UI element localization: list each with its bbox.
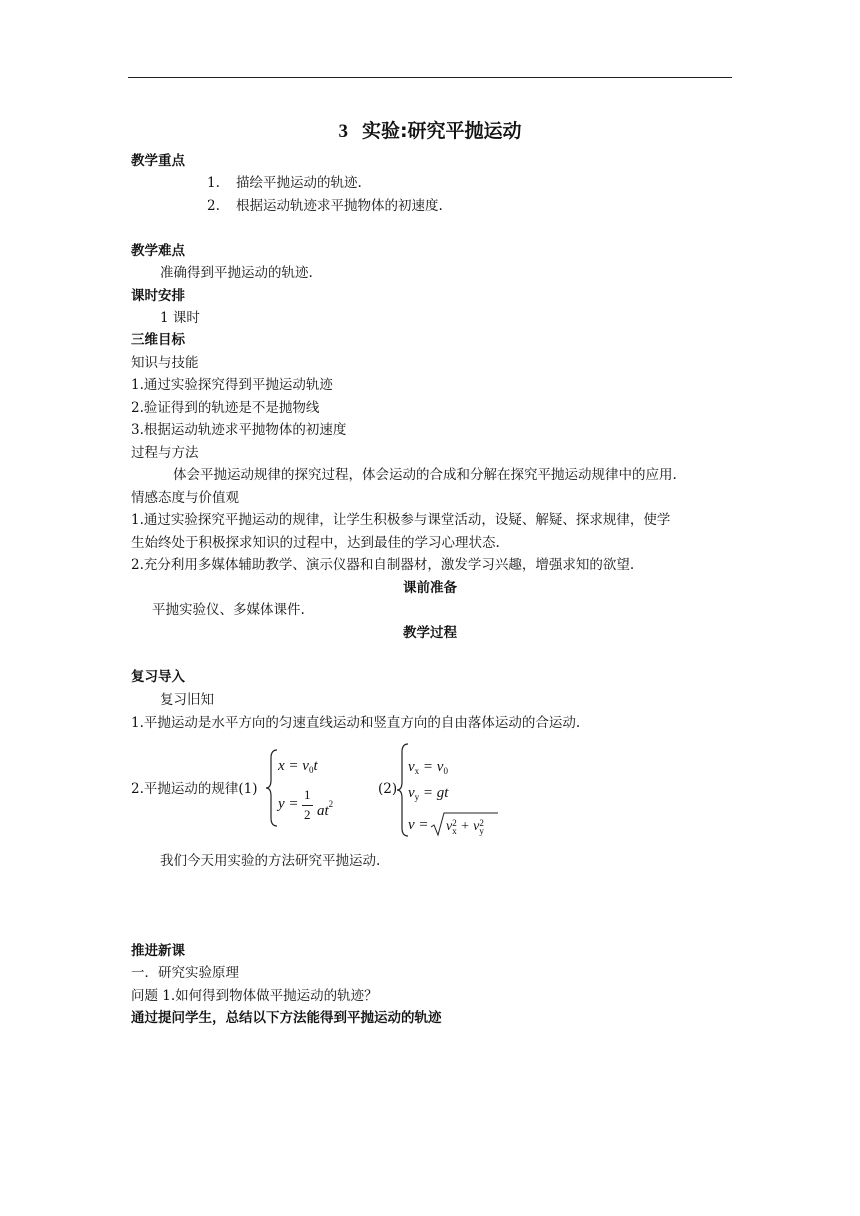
key-point-1-num: 1. xyxy=(207,175,220,191)
attitude-item-2: 2.充分利用多媒体辅助教学、演示仪器和自制器材，激发学习兴趣，增强求知的欲望. xyxy=(131,557,635,573)
knowledge-item-2: 2.验证得到的轨迹是不是抛物线 xyxy=(131,400,320,416)
formula-v: v = xyxy=(408,817,429,833)
review-item-2-prefix: 2.平抛运动的规律(1) xyxy=(131,781,258,797)
formula-y-eq: y = xyxy=(278,796,299,812)
new-lesson-summary: 通过提问学生，总结以下方法能得到平抛运动的轨迹 xyxy=(131,1010,442,1026)
process-heading: 教学过程 xyxy=(403,625,457,641)
preparation-heading: 课前准备 xyxy=(403,580,457,596)
key-point-2-text: 根据运动轨迹求平抛物体的初速度. xyxy=(236,198,443,214)
key-points-heading: 教学重点 xyxy=(131,153,185,169)
new-lesson-heading: 推进新课 xyxy=(131,943,185,959)
new-lesson-question: 问题 1.如何得到物体做平抛运动的轨迹？ xyxy=(131,988,378,1004)
review-sub: 复习旧知 xyxy=(160,692,214,708)
review-closing: 我们今天用实验的方法研究平抛运动. xyxy=(160,853,381,869)
page-title xyxy=(0,116,860,143)
title-text: 实验:研究平抛运动 xyxy=(361,120,522,142)
key-point-2-num: 2. xyxy=(207,198,220,214)
formula-x-eq: $x = v_0t$ xyxy=(278,758,318,775)
attitude-item-1-line-2: 生始终处于积极探求知识的过程中，达到最佳的学习心理状态. xyxy=(131,535,500,551)
schedule-text: 1 课时 xyxy=(160,310,200,326)
schedule-heading: 课时安排 xyxy=(131,288,185,304)
formula-vx: $v_x = v_0$ xyxy=(408,759,448,776)
knowledge-item-3: 3.根据运动轨迹求平抛物体的初速度 xyxy=(131,422,347,438)
new-lesson-section: 一．研究实验原理 xyxy=(131,965,239,981)
formula-frac-num: 1 xyxy=(304,787,311,802)
review-item-1: 1.平抛运动是水平方向的匀速直线运动和竖直方向的自由落体运动的合运动. xyxy=(131,715,581,731)
key-point-1-text: 描绘平抛运动的轨迹. xyxy=(236,175,362,191)
attitude-heading: 情感态度与价值观 xyxy=(131,490,239,506)
formula-2-label: (2) xyxy=(378,781,398,797)
knowledge-heading: 知识与技能 xyxy=(131,355,199,371)
formula-frac-den: 2 xyxy=(304,807,311,822)
formula-at2: $at^2$ xyxy=(317,799,334,819)
review-heading: 复习导入 xyxy=(131,669,185,685)
difficulties-text: 准确得到平抛运动的轨迹. xyxy=(160,265,313,281)
knowledge-item-1: 1.通过实验探究得到平抛运动轨迹 xyxy=(131,377,333,393)
header-rule xyxy=(128,77,732,78)
title-number: 3 xyxy=(338,121,348,142)
process-method-heading: 过程与方法 xyxy=(131,445,199,461)
preparation-text: 平抛实验仪、多媒体课件. xyxy=(152,602,305,618)
formula-sqrt-content: v2 x + v2 y xyxy=(446,818,484,836)
formula-vy: $v_y$ = gt xyxy=(408,785,449,802)
difficulties-heading: 教学难点 xyxy=(131,243,185,259)
attitude-item-1-line-1: 1.通过实验探究平抛运动的规律，让学生积极参与课堂活动，设疑、解疑、探求规律，使学 xyxy=(131,512,671,528)
process-method-text: 体会平抛运动规律的探究过程，体会运动的合成和分解在探究平抛运动规律中的应用. xyxy=(173,467,677,483)
objectives-heading: 三维目标 xyxy=(131,332,185,348)
